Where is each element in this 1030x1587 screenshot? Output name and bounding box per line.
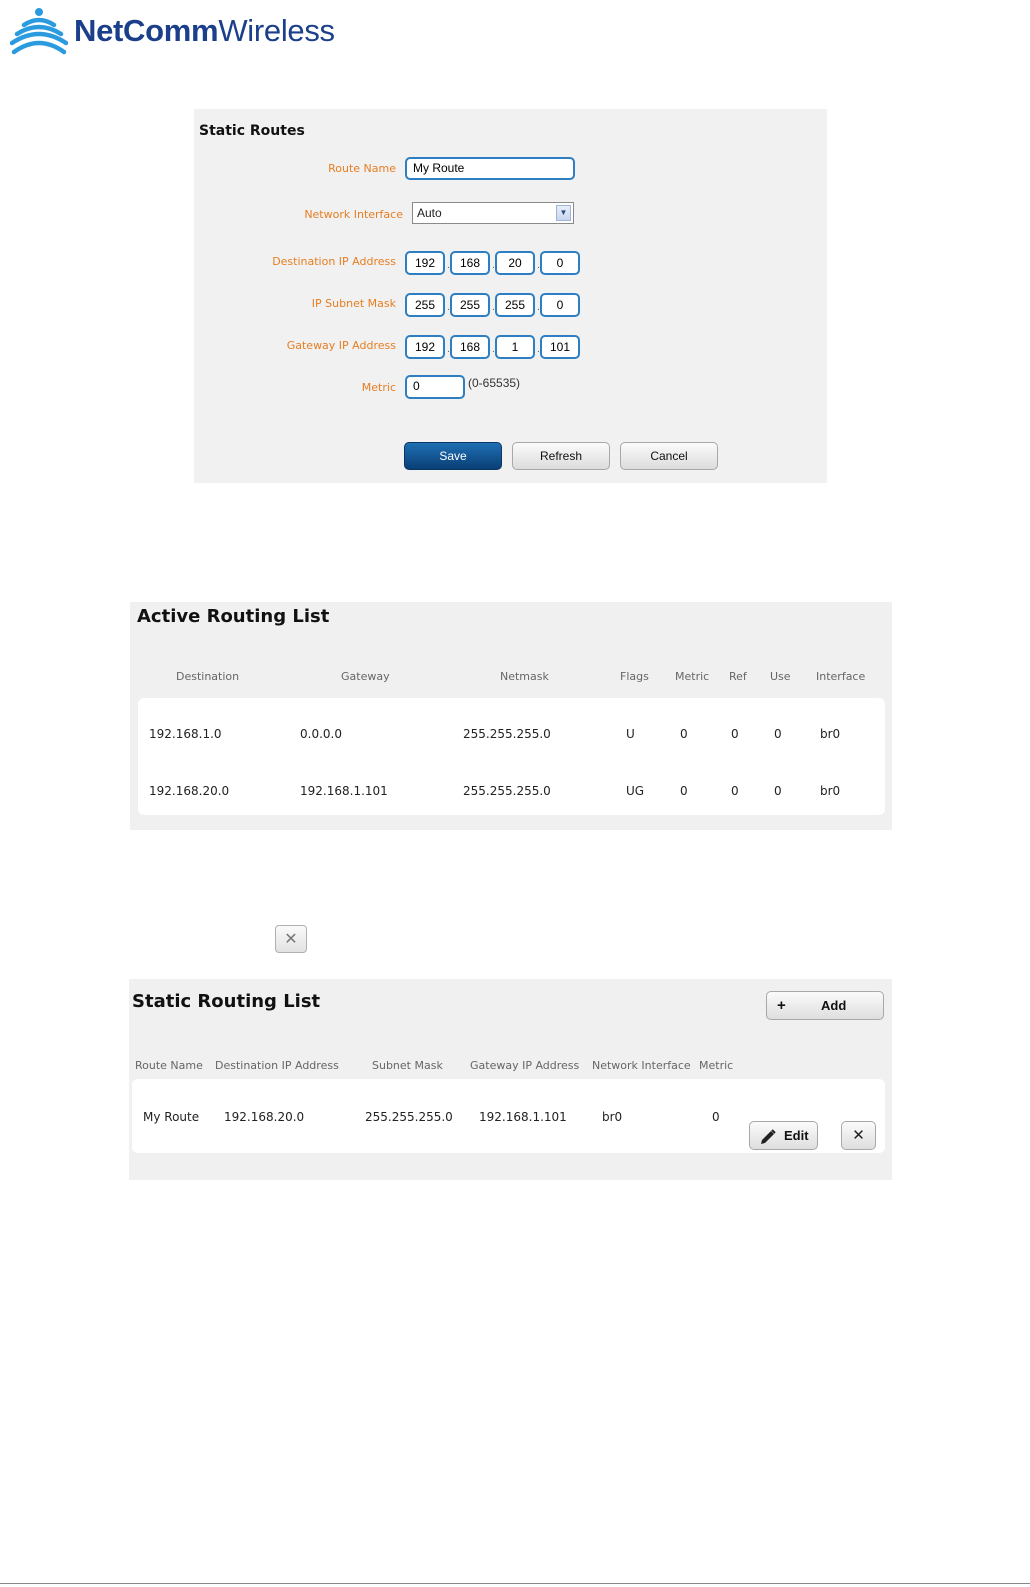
octet-separator: . (447, 261, 450, 271)
column-header-route-name: Route Name (135, 1059, 203, 1072)
table-cell: 192.168.20.0 (224, 1110, 305, 1124)
metric-input[interactable]: 0 (405, 375, 465, 399)
column-header-destination: Destination (176, 670, 240, 683)
gateway-ip-octet-3[interactable]: 1 (495, 335, 535, 359)
column-header-metric: Metric (675, 670, 710, 683)
column-header-ref: Ref (729, 670, 747, 683)
table-cell: U (626, 727, 635, 741)
add-button-label: Add (821, 998, 847, 1013)
octet-separator: . (537, 303, 540, 313)
close-icon[interactable]: ✕ (275, 925, 307, 953)
table-cell: 192.168.1.101 (479, 1110, 567, 1124)
octet-separator: . (492, 261, 495, 271)
gateway-ip-octet-2[interactable]: 168 (450, 335, 490, 359)
column-header-use: Use (770, 670, 791, 683)
table-cell: 0 (731, 784, 739, 798)
wireless-signal-icon (10, 6, 68, 56)
network-interface-select[interactable] (412, 202, 574, 224)
subnet-mask-octet-4[interactable]: 0 (540, 293, 580, 317)
close-icon: ✕ (852, 1126, 865, 1144)
column-header-gateway-ip: Gateway IP Address (470, 1059, 580, 1072)
destination-ip-octet-3[interactable]: 20 (495, 251, 535, 275)
metric-label: Metric (361, 381, 396, 394)
subnet-mask-octet-3[interactable]: 255 (495, 293, 535, 317)
delete-button[interactable] (841, 1121, 876, 1150)
table-cell: 0 (731, 727, 739, 741)
plus-icon: + (777, 997, 786, 1014)
page-divider (0, 1583, 1030, 1584)
cancel-button[interactable]: Cancel (620, 442, 718, 470)
save-button[interactable]: Save (404, 442, 502, 470)
metric-range-hint: (0-65535) (468, 376, 521, 390)
destination-ip-label: Destination IP Address (272, 255, 396, 268)
destination-ip-octet-4[interactable]: 0 (540, 251, 580, 275)
static-routing-list-title: Static Routing List (132, 991, 321, 1012)
table-cell: 0 (680, 784, 688, 798)
static-routing-list-panel (129, 979, 892, 1180)
gateway-ip-octet-4[interactable]: 101 (540, 335, 580, 359)
column-header-subnet-mask: Subnet Mask (372, 1059, 443, 1072)
column-header-gateway: Gateway (341, 670, 390, 683)
table-cell: 192.168.1.101 (300, 784, 388, 798)
netcomm-logo (10, 6, 335, 56)
column-header-metric: Metric (699, 1059, 734, 1072)
table-cell: 0.0.0.0 (300, 727, 342, 741)
chevron-down-icon[interactable]: ▼ (556, 205, 571, 221)
octet-separator: . (492, 345, 495, 355)
table-cell: 255.255.255.0 (365, 1110, 453, 1124)
network-interface-value: Auto (417, 206, 442, 220)
subnet-mask-label: IP Subnet Mask (311, 297, 396, 310)
destination-ip-octet-1[interactable]: 192 (405, 251, 445, 275)
subnet-mask-octet-2[interactable]: 255 (450, 293, 490, 317)
table-cell: 192.168.20.0 (149, 784, 230, 798)
column-header-network-interface: Network Interface (592, 1059, 691, 1072)
table-cell: br0 (820, 784, 841, 798)
network-interface-label: Network Interface (304, 208, 403, 221)
table-cell: 0 (680, 727, 688, 741)
gateway-ip-octet-1[interactable]: 192 (405, 335, 445, 359)
octet-separator: . (537, 261, 540, 271)
pencil-icon (759, 1128, 777, 1146)
subnet-mask-octet-1[interactable]: 255 (405, 293, 445, 317)
active-routing-list-title: Active Routing List (137, 606, 330, 627)
octet-separator: . (537, 345, 540, 355)
static-routes-title: Static Routes (199, 123, 305, 139)
refresh-button[interactable]: Refresh (512, 442, 610, 470)
table-cell: UG (626, 784, 645, 798)
table-cell: 255.255.255.0 (463, 727, 551, 741)
table-cell: 192.168.1.0 (149, 727, 222, 741)
table-cell: 0 (712, 1110, 720, 1124)
static-routes-panel (194, 109, 827, 483)
route-name-input[interactable]: My Route (405, 157, 575, 180)
edit-button[interactable] (749, 1121, 818, 1150)
add-button[interactable] (766, 991, 884, 1020)
table-cell: 0 (774, 784, 782, 798)
table-cell: br0 (820, 727, 841, 741)
octet-separator: . (492, 303, 495, 313)
table-cell: 0 (774, 727, 782, 741)
edit-button-label: Edit (784, 1128, 809, 1143)
column-header-destination-ip: Destination IP Address (215, 1059, 339, 1072)
octet-separator: . (447, 303, 450, 313)
active-routing-list-panel (130, 602, 892, 830)
table-cell: My Route (143, 1110, 200, 1124)
table-cell: 255.255.255.0 (463, 784, 551, 798)
column-header-flags: Flags (620, 670, 649, 683)
column-header-netmask: Netmask (500, 670, 549, 683)
brand-name: NetCommWireless (74, 13, 335, 48)
route-name-label: Route Name (328, 162, 396, 175)
active-routes-table-body (138, 698, 885, 815)
gateway-ip-label: Gateway IP Address (286, 339, 396, 352)
destination-ip-octet-2[interactable]: 168 (450, 251, 490, 275)
octet-separator: . (447, 345, 450, 355)
column-header-interface: Interface (816, 670, 866, 683)
table-cell: br0 (602, 1110, 623, 1124)
